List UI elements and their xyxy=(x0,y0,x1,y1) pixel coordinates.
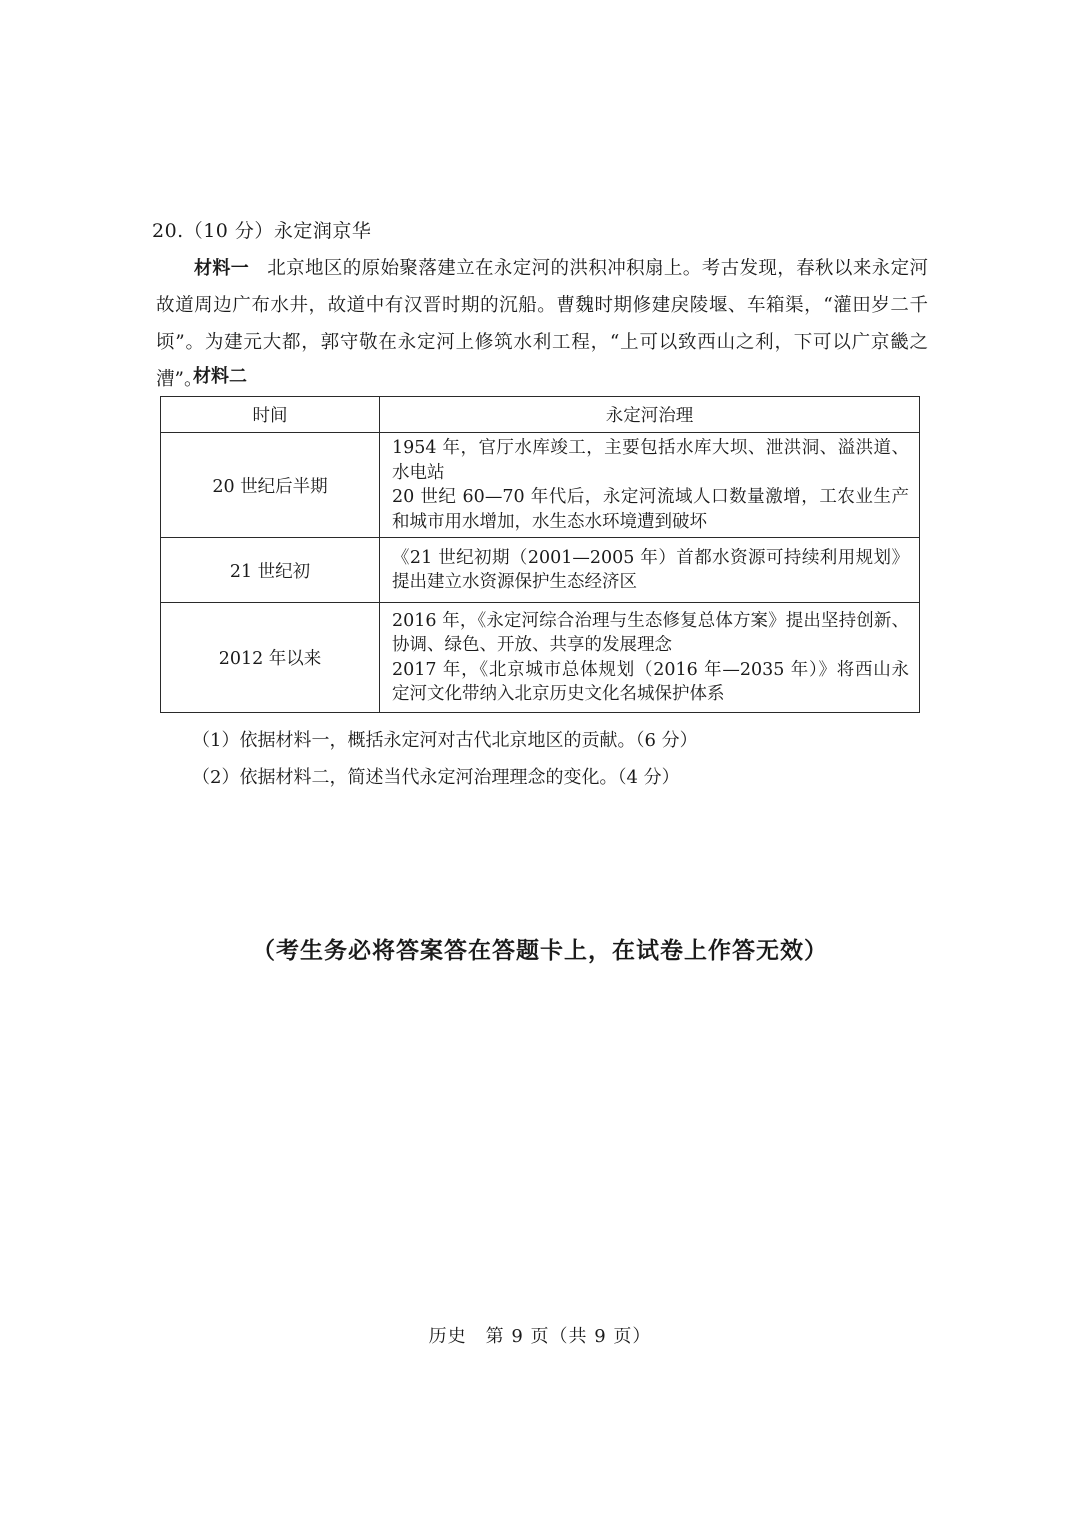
sub-question-1: （1）依据材料一，概括永定河对古代北京地区的贡献。（6 分） xyxy=(192,730,698,751)
content-cell xyxy=(380,433,920,538)
sub-question-2: （2）依据材料二，简述当代永定河治理理念的变化。（4 分） xyxy=(192,767,680,788)
period-cell: 20 世纪后半期 xyxy=(161,433,380,538)
period-cell: 2012 年以来 xyxy=(161,603,380,713)
table-row xyxy=(161,603,920,713)
content-cell xyxy=(380,603,920,713)
material-one-paragraph xyxy=(156,250,928,398)
table-row xyxy=(161,538,920,603)
content-line: 2017 年，《北京城市总体规划（2016 年—2035 年）》将西山永定河文化带纳入北京历史文化名城保护体系 xyxy=(392,659,909,704)
governance-table xyxy=(160,396,920,713)
period-cell: 21 世纪初 xyxy=(161,538,380,603)
content-line: 《21 世纪初期（2001—2005 年）首都水资源可持续利用规划》提出建立水资源保护生态经济区 xyxy=(392,547,909,592)
material-one-text: 北京地区的原始聚落建立在永定河的洪积冲积扇上。考古发现，春秋以来永定河故道周边广布水井，故道中有汉晋时期的沉船。曹魏时期修建戾陵堰、车箱渠，“灌田岁二千顷”。为建元大都，郭守敬在永定河上修筑水利工程，“上可以致西山之利，下可以广京畿之漕”。 xyxy=(156,258,929,390)
header-governance: 永定河治理 xyxy=(380,397,920,433)
content-line: 1954 年，官厅水库竣工，主要包括水库大坝、泄洪洞、溢洪道、水电站 xyxy=(392,438,909,483)
table-header-row xyxy=(161,397,920,433)
content-line: 20 世纪 60—70 年代后，永定河流域人口数量激增，工农业生产和城市用水增加，水生态水环境遭到破坏 xyxy=(392,487,909,532)
sub-questions xyxy=(192,722,698,796)
page-footer: 历史 第 9 页（共 9 页） xyxy=(428,1326,652,1347)
material-two-label: 材料二 xyxy=(193,366,247,387)
material-one-label: 材料一 xyxy=(194,258,250,279)
question-title: 20.（10 分）永定润京华 xyxy=(152,220,372,242)
content-line: 2016 年，《永定河综合治理与生态修复总体方案》提出坚持创新、协调、绿色、开放、共享的发展理念 xyxy=(392,610,909,655)
header-time: 时间 xyxy=(161,397,380,433)
answer-notice: （考生务必将答案答在答题卡上，在试卷上作答无效） xyxy=(252,938,828,964)
content-cell xyxy=(380,538,920,603)
table-row xyxy=(161,433,920,538)
